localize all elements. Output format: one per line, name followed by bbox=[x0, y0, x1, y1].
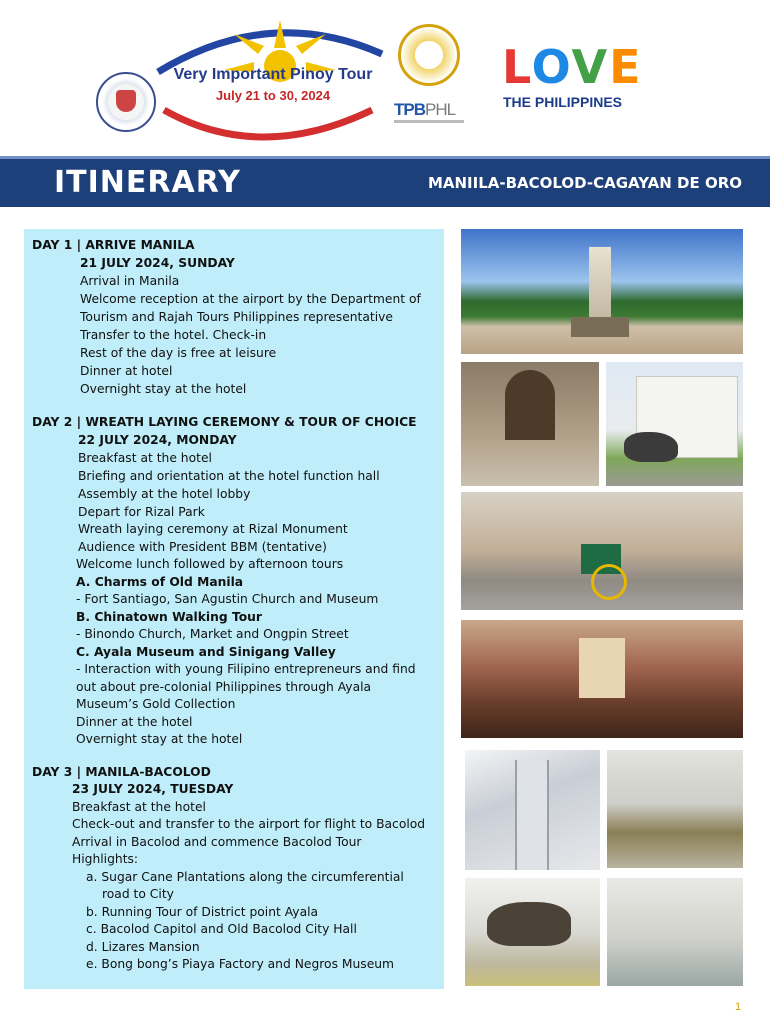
department-of-tourism-seal bbox=[398, 24, 460, 86]
love-letter: L bbox=[502, 40, 532, 94]
itinerary-line: Breakfast at the hotel bbox=[78, 451, 212, 465]
itinerary-line: Welcome lunch followed by afternoon tours bbox=[76, 557, 344, 571]
museum-building-photo bbox=[606, 362, 743, 486]
itinerary-line: Depart for Rizal Park bbox=[78, 505, 205, 519]
highlight-item: a. Sugar Cane Plantations along the circumferential bbox=[86, 870, 404, 884]
highlight-item: b. Running Tour of District point Ayala bbox=[86, 905, 319, 919]
tpb-logo-part2: PHL bbox=[425, 100, 456, 119]
itinerary-line: Assembly at the hotel lobby bbox=[78, 487, 251, 501]
love-letter: O bbox=[531, 40, 572, 94]
tour-option-title: C. Ayala Museum and Sinigang Valley bbox=[76, 645, 336, 659]
itinerary-line: Audience with President BBM (tentative) bbox=[78, 540, 327, 554]
itinerary-line: Dinner at hotel bbox=[80, 364, 173, 378]
museum-exhibit-photo bbox=[607, 878, 743, 986]
church-interior-photo bbox=[461, 620, 743, 738]
love-letter: V bbox=[571, 40, 610, 94]
tpb-logo bbox=[394, 100, 455, 120]
itinerary-box bbox=[24, 229, 444, 989]
day-date: 21 JULY 2024, SUNDAY bbox=[80, 256, 235, 270]
day-heading: DAY 3 | MANILA-BACOLOD bbox=[32, 765, 211, 779]
carabao-exhibit-photo bbox=[465, 878, 600, 986]
museum-diorama-photo bbox=[607, 750, 743, 868]
love-logo bbox=[502, 40, 643, 94]
rizal-monument-photo bbox=[461, 229, 743, 354]
tour-option-title: A. Charms of Old Manila bbox=[76, 575, 244, 589]
itinerary-line: Tourism and Rajah Tours Philippines representative bbox=[80, 310, 393, 324]
itinerary-line: Overnight stay at the hotel bbox=[76, 732, 243, 746]
page-title: ITINERARY bbox=[54, 165, 241, 200]
day-date: 23 JULY 2024, TUESDAY bbox=[72, 782, 234, 796]
church-facade-cyclists-photo bbox=[461, 362, 599, 486]
page-header bbox=[0, 0, 770, 150]
itinerary-line: Highlights: bbox=[72, 852, 139, 866]
itinerary-line: - Interaction with young Filipino entrepreneurs and find bbox=[76, 662, 416, 676]
museum-tree-installation-photo bbox=[465, 750, 600, 870]
page-number: 1 bbox=[735, 1001, 742, 1013]
itinerary-line: Overnight stay at the hotel bbox=[80, 382, 247, 396]
route-title: MANIILA-BACOLOD-CAGAYAN DE ORO bbox=[427, 174, 742, 192]
love-logo-subtitle: THE PHILIPPINES bbox=[503, 94, 623, 110]
itinerary-line: Rest of the day is free at leisure bbox=[80, 346, 277, 360]
tour-dates: July 21 to 30, 2024 bbox=[215, 88, 331, 103]
itinerary-line: Breakfast at the hotel bbox=[72, 800, 206, 814]
old-street-calesa-photo bbox=[461, 492, 743, 610]
tour-option-title: B. Chinatown Walking Tour bbox=[76, 610, 262, 624]
itinerary-line: Dinner at the hotel bbox=[76, 715, 193, 729]
tpb-logo-part1: TPB bbox=[394, 100, 425, 119]
highlight-item: c. Bacolod Capitol and Old Bacolod City Hall bbox=[86, 922, 357, 936]
tpb-logo-underline bbox=[394, 120, 464, 123]
itinerary-line: Briefing and orientation at the hotel function hall bbox=[78, 469, 380, 483]
highlight-item: e. Bong bong’s Piaya Factory and Negros Museum bbox=[86, 957, 395, 971]
itinerary-line: Arrival in Bacolod and commence Bacolod Tour bbox=[72, 835, 362, 849]
love-letter: E bbox=[609, 40, 643, 94]
itinerary-line: - Binondo Church, Market and Ongpin Street bbox=[76, 627, 349, 641]
itinerary-line: Check-out and transfer to the airport for flight to Bacolod bbox=[72, 817, 426, 831]
itinerary-line: Welcome reception at the airport by the Department of bbox=[80, 292, 421, 306]
itinerary-line: - Fort Santiago, San Agustin Church and Museum bbox=[76, 592, 379, 606]
highlight-item: d. Lizares Mansion bbox=[86, 940, 200, 954]
day-heading: DAY 1 | ARRIVE MANILA bbox=[32, 238, 195, 252]
day-date: 22 JULY 2024, MONDAY bbox=[78, 433, 237, 447]
title-banner bbox=[0, 156, 770, 207]
highlight-item: road to City bbox=[102, 887, 174, 901]
itinerary-line: Wreath laying ceremony at Rizal Monument bbox=[78, 522, 348, 536]
itinerary-line: Museum’s Gold Collection bbox=[76, 697, 236, 711]
seal-logo bbox=[96, 72, 156, 132]
itinerary-line: Transfer to the hotel. Check-in bbox=[80, 328, 267, 342]
tour-title: Very Important Pinoy Tour bbox=[173, 66, 373, 83]
itinerary-line: out about pre-colonial Philippines through Ayala bbox=[76, 680, 372, 694]
day-heading: DAY 2 | WREATH LAYING CEREMONY & TOUR OF CHOICE bbox=[32, 415, 417, 429]
itinerary-line: Arrival in Manila bbox=[80, 274, 180, 288]
